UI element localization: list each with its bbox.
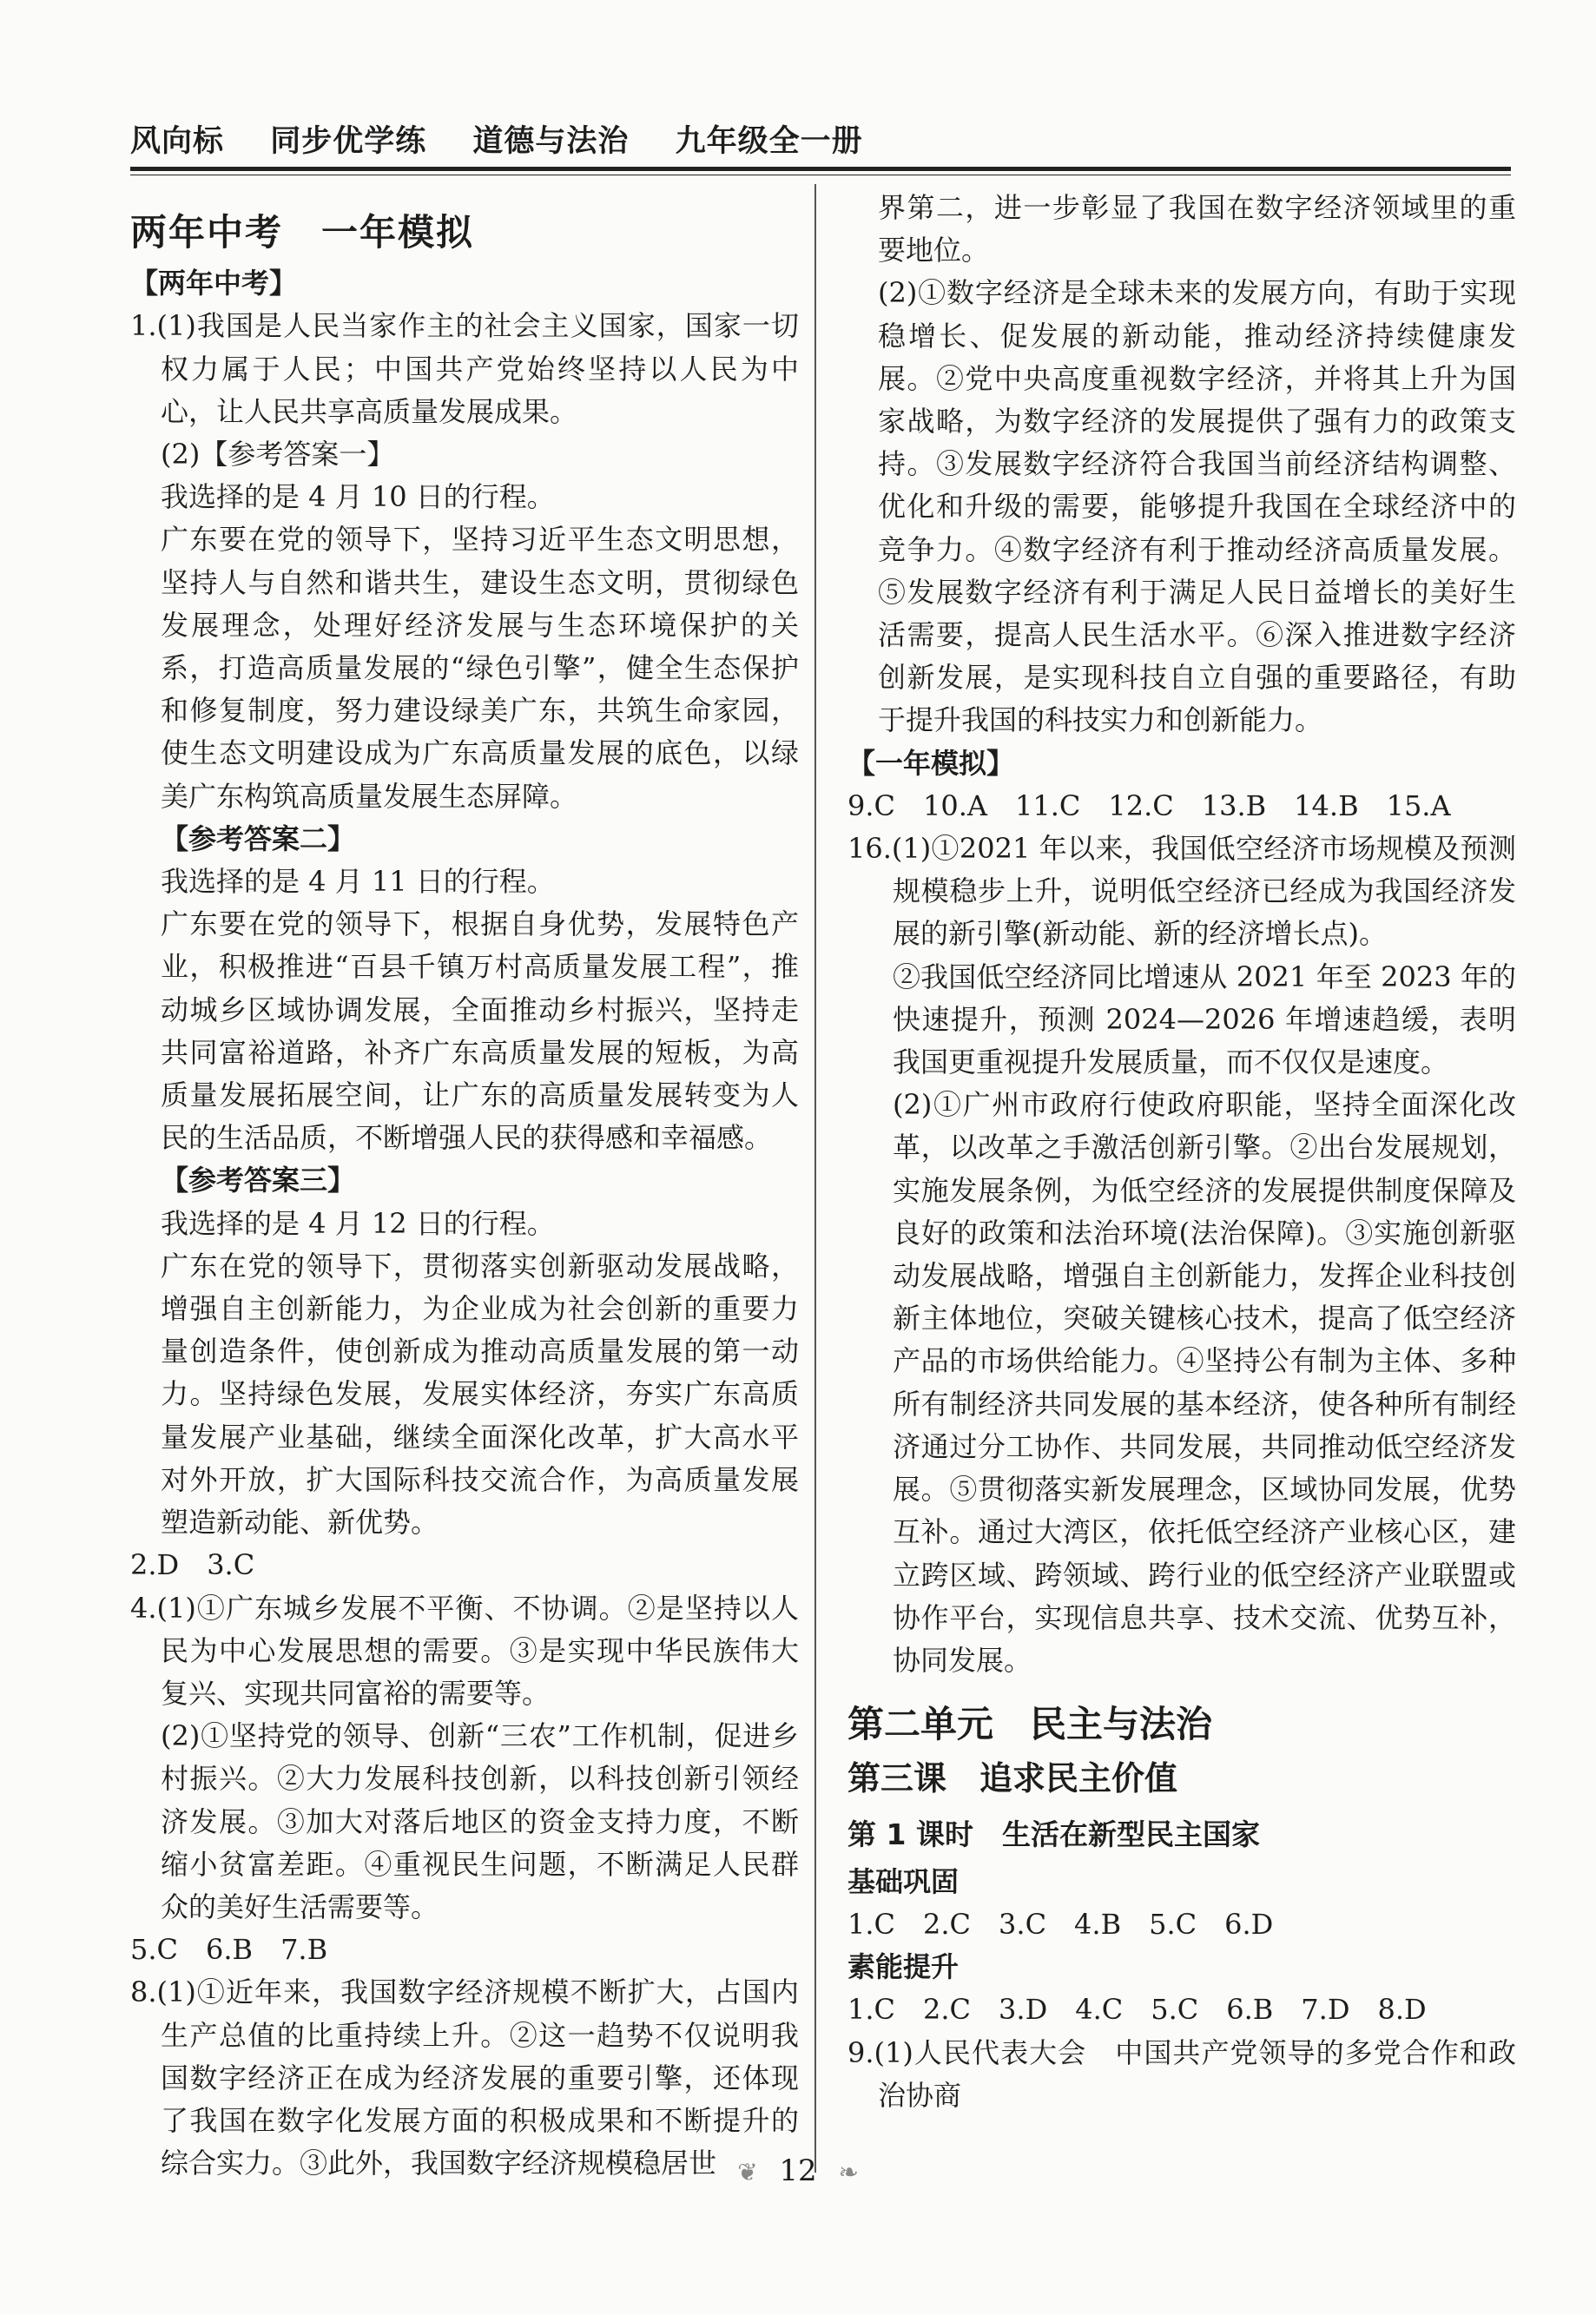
basic-answers: 1.C 2.C 3.C 4.B 5.C 6.D — [847, 1907, 1274, 1941]
answer-q16-2: (2)①广州市政府行使政府职能，坚持全面深化改革，以改革之手激活创新引擎。②出台发展规划，实施发展条例，为低空经济的发展提供制度保障及良好的政策和法治环境(法治保障)。③实施创新驱动发展战略，增强自主创新能力，发挥企业科技创新主体地位，突破关键核心技术，提高了低空经济产品的市场供给能力。④坚持公有制为主体、多种所有制经济共同发展的基本经济，使各种所有制经济通过分工协作、共同发展，共同推动低空经济发展。⑤贯彻落实新发展理念，区域协同发展，优势互补。通过大湾区，依托低空经济产业核心区，建立跨区域、跨领域、跨行业的低空经济产业联盟或协作平台，实现信息共享、技术交流、优势互补，协同发展。 — [893, 1088, 1516, 1677]
header-grade: 九年级全一册 — [675, 124, 863, 159]
answer-q8-2: (2)①数字经济是全球未来的发展方向，有助于实现稳增长、促发展的新动能，推动经济持续健康发展。②党中央高度重视数字经济，并将其上升为国家战略，为数字经济的发展提供了强有力的政策支持。③发展数字经济符合我国当前经济结构调整、优化和升级的需要，能够提升我国在全球经济中的竞争力。④数字经济有利于推动经济高质量发展。⑤发展数字经济有利于满足人民日益增长的美好生活需要，提高人民生活水平。⑥深入推进数字经济创新发展，是实现科技自立自强的重要路径，有助于提升我国的科技实力和创新能力。 — [878, 276, 1516, 737]
improve-answers: 1.C 2.C 3.D 4.C 5.C 6.B 7.D 8.D — [847, 1993, 1427, 2027]
section-label-zhongkao: 【两年中考】 — [130, 267, 298, 300]
answer-q4-2: (2)①坚持党的领导、创新“三农”工作机制，促进乡村振兴。②大力发展科技创新，以科技创新引领经济发展。③加大对落后地区的资金支持力度，不断缩小贫富差距。④重视民生问题，不断满足人民群众的美好生活需要等。 — [161, 1719, 799, 1923]
answer-3-text: 广东在党的领导下，贯彻落实创新驱动发展战略，增强自主创新能力，为企业成为社会创新的重要力量创造条件，使创新成为推动高质量发展的第一动力。坚持绿色发展，发展实体经济，夯实广东高质量发展产业基础，继续全面深化改革，扩大高水平对外开放，扩大国际科技交流合作，为高质量发展塑造新动能、新优势。 — [161, 1249, 799, 1540]
header-subject: 道德与法治 — [472, 124, 630, 159]
answer-2-text: 广东要在党的领导下，根据自身优势，发展特色产业，积极推进“百县千镇万村高质量发展工程”，推动城乡区域协调发展，全面推动乡村振兴，坚持走共同富裕道路，补齐广东高质量发展的短板，为高质量发展拓展空间，让广东的高质量发展转变为人民的生活品质，不断增强人民的获得感和幸福感。 — [161, 907, 799, 1155]
answer-q4-1: 4.(1)①广东城乡发展不平衡、不协调。②是坚持以人民为中心发展思想的需要。③是实现中华民族伟大复兴、实现共同富裕的需要等。 — [130, 1591, 799, 1710]
column-divider — [814, 184, 816, 2173]
section-label-moni: 【一年模拟】 — [847, 746, 1015, 780]
left-column — [130, 187, 799, 2185]
header-series: 同步优学练 — [270, 124, 427, 159]
answer-q1-2-label: (2)【参考答案一】 — [161, 438, 395, 472]
answer-3-choice: 我选择的是 4 月 12 日的行程。 — [161, 1206, 555, 1240]
header-rule — [130, 167, 1511, 175]
answer-1-text: 广东要在党的领导下，坚持习近平生态文明思想，坚持人与自然和谐共生，建设生态文明，贯彻绿色发展理念，处理好经济发展与生态环境保护的关系，打造高质量发展的“绿色引擎”，健全生态保护和修复制度，努力建设绿美广东，共筑生命家园，使生态文明建设成为广东高质量发展的底色，以绿美广东构筑高质量发展生态屏障。 — [161, 523, 799, 813]
answer-q8-1: 8.(1)①近年来，我国数字经济规模不断扩大，占国内生产总值的比重持续上升。②这一趋势不仅说明我国数字经济正在成为经济发展的重要引擎，还体现了我国在数字化发展方面的积极成果和不断提升的综合实力。③此外，我国数字经济规模稳居世 — [130, 1975, 799, 2180]
right-ornament-icon: ❧ — [838, 2158, 859, 2186]
left-ornament-icon: ❦ — [737, 2158, 758, 2186]
section-title: 两年中考 一年模拟 — [130, 211, 475, 254]
answer-q16-1b: ②我国低空经济同比增速从 2021 年至 2023 年的快速提升，预测 2024—2026 年增速趋缓，表明我国更重视提升发展质量，而不仅仅是速度。 — [893, 960, 1516, 1079]
unit-title: 第二单元 民主与法治 — [847, 1703, 1213, 1746]
answer-q5-7: 5.C 6.B 7.B — [130, 1933, 328, 1967]
answer-q9-1: 9.(1)人民代表大会 中国共产党领导的多党合作和政治协商 — [847, 2035, 1516, 2112]
answer-q1-1: 1.(1)我国是人民当家作主的社会主义国家，国家一切权力属于人民；中国共产党始终坚持以人民为中心，让人民共享高质量发展成果。 — [130, 309, 799, 428]
period-title: 第 1 课时 生活在新型民主国家 — [847, 1817, 1260, 1851]
page-footer — [0, 2153, 1596, 2188]
answer-3-label: 【参考答案三】 — [161, 1164, 356, 1197]
lesson-title: 第三课 追求民主价值 — [847, 1759, 1178, 1798]
answer-q8-1-continued: 界第二，进一步彰显了我国在数字经济领域里的重要地位。 — [878, 191, 1516, 267]
answer-q16-1: 16.(1)①2021 年以来，我国低空经济市场规模及预测规模稳步上升，说明低空经济已经成为我国经济发展的新引擎(新动能、新的经济增长点)。 — [847, 832, 1516, 951]
answer-2-label: 【参考答案二】 — [161, 821, 356, 855]
answer-q2-3: 2.D 3.C — [130, 1548, 255, 1582]
answer-q9-15: 9.C 10.A 11.C 12.C 13.B 14.B 15.A — [847, 788, 1451, 822]
page-number: 12 — [779, 2153, 817, 2188]
answer-2-choice: 我选择的是 4 月 11 日的行程。 — [161, 865, 555, 899]
right-column — [847, 187, 1516, 2117]
improve-label: 素能提升 — [847, 1950, 960, 1984]
answer-1-choice: 我选择的是 4 月 10 日的行程。 — [161, 480, 555, 514]
basic-label: 基础巩固 — [847, 1864, 960, 1898]
page-header — [130, 117, 1502, 161]
header-brand: 风向标 — [130, 124, 225, 159]
